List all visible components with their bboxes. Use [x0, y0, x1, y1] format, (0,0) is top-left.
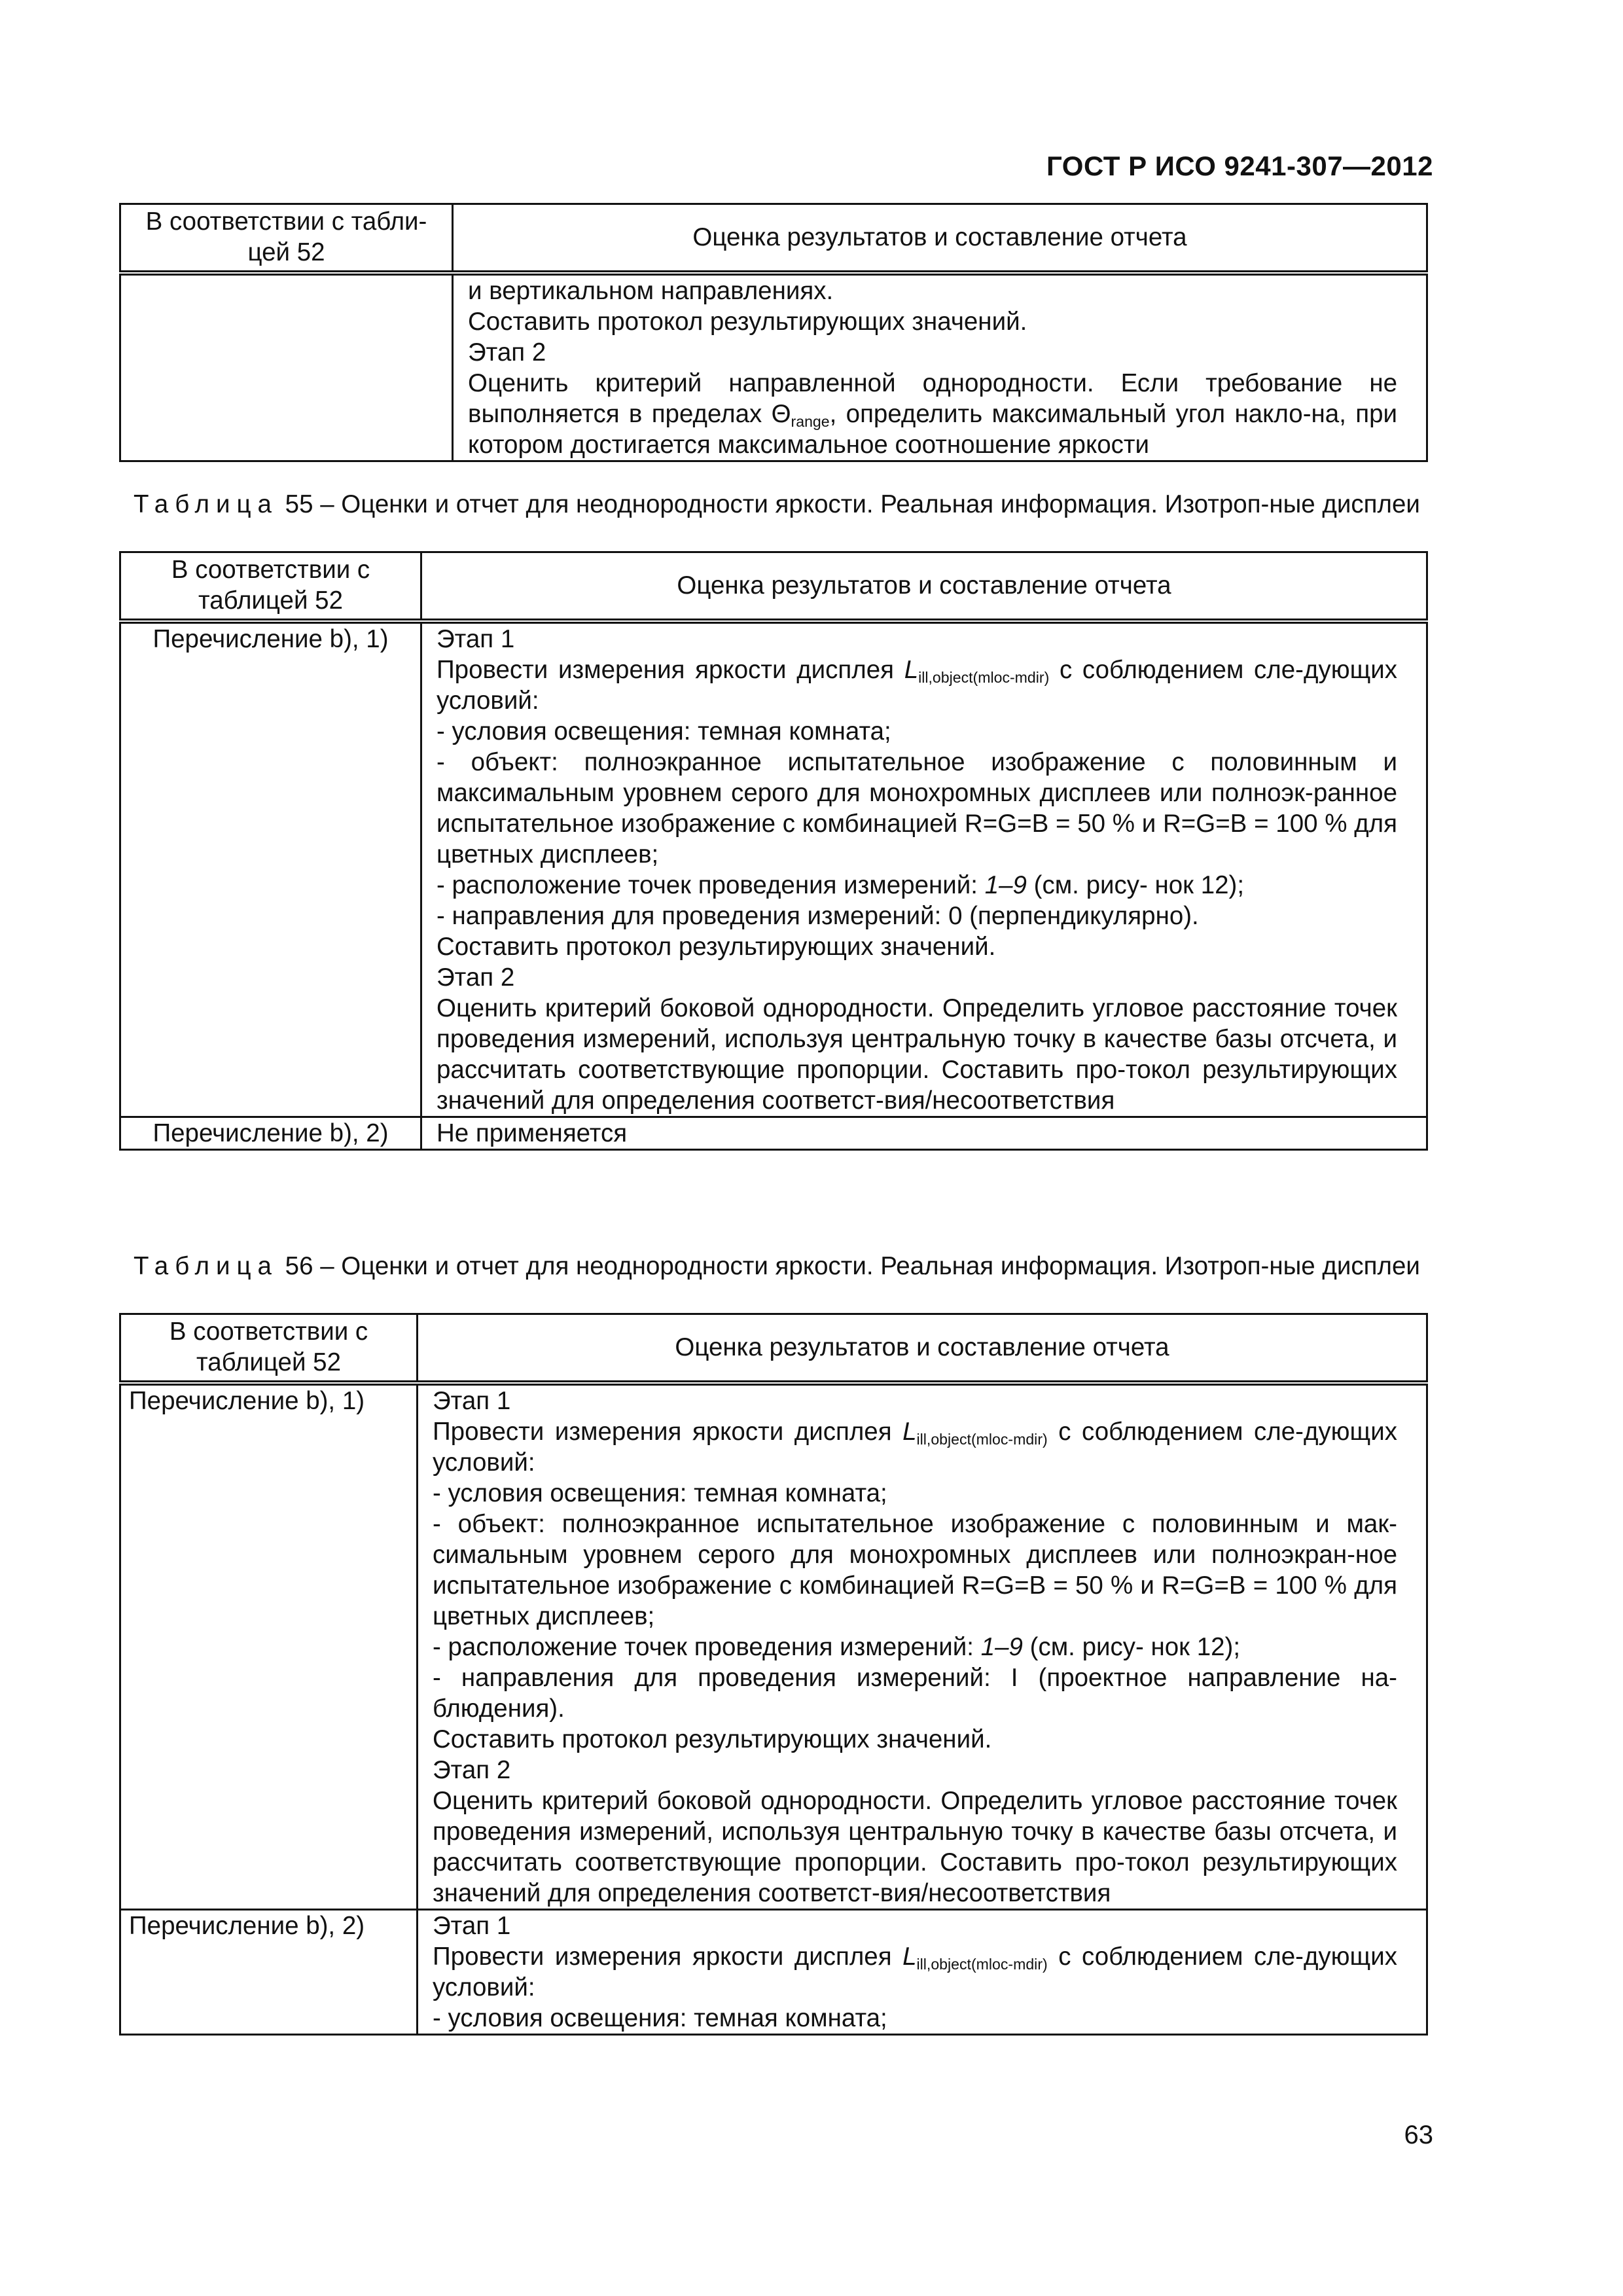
column-header-reference: В соответствии с таблицей 52: [120, 552, 421, 622]
text-paragraph: [468, 368, 1397, 460]
evaluation-cell: Не применяется: [421, 1117, 1427, 1150]
text-line: и вертикальном направлениях.: [468, 277, 834, 305]
table-continued: [119, 203, 1428, 462]
text-fragment: с соблюдением сле-дующих условий:: [437, 656, 1397, 715]
table-row: [120, 1383, 1427, 1910]
luminance-symbol: L: [904, 656, 919, 684]
table-row: [120, 1117, 1427, 1150]
evaluation-cell: [421, 621, 1427, 1117]
luminance-symbol: L: [902, 1943, 917, 1971]
table-row: [120, 273, 1427, 461]
condition-item: - условия освещения: темная комната;: [433, 2004, 887, 2032]
table-header-row: [120, 552, 1427, 622]
stage-label: Этап 1: [433, 1387, 511, 1415]
condition-item: [433, 1632, 1397, 1662]
stage-label: Этап 2: [433, 1756, 511, 1784]
page-number: 63: [1404, 2121, 1433, 2149]
table-row: [120, 1910, 1427, 2035]
condition-item: - направления для проведения измерений: 0 (перпендикулярно).: [437, 902, 1199, 930]
column-header-evaluation: Оценка результатов и составление отчета: [421, 552, 1427, 622]
caption-label: Таблица: [134, 1252, 278, 1280]
stage-label: Этап 2: [437, 963, 515, 992]
text-fragment: с соблюдением сле-дующих условий:: [433, 1943, 1397, 2001]
text-fragment: с соблюдением сле-дующих условий:: [433, 1418, 1397, 1477]
text-line: Составить протокол результирующих значений.: [433, 1725, 992, 1753]
condition-item: - объект: полноэкранное испытательное изображение с половинным и максимальным уровнем серого для монохромных дисплеев или полноэк-ранное испытательное изображение с комбинацией R=G=B = 50 % и R=G=B = 100 % для цветных дисплеев;: [437, 748, 1397, 869]
theta-subscript: range: [791, 412, 830, 430]
caption-text: 55 – Оценки и отчет для неоднородности яркости. Реальная информация. Изотроп-ные дисплеи: [285, 490, 1420, 518]
caption-label: Таблица: [134, 490, 278, 518]
column-header-reference: В соответствии с таблицей 52: [120, 1314, 418, 1384]
text-line: Составить протокол результирующих значений.: [437, 933, 996, 961]
document-header: ГОСТ Р ИСО 9241-307—2012: [1046, 151, 1433, 181]
luminance-subscript: ill,object(mloc-mdir): [916, 1430, 1048, 1448]
stage-label: Этап 1: [437, 625, 515, 653]
evaluation-cell: [453, 273, 1427, 461]
reference-cell: Перечисление b), 2): [120, 1910, 418, 2035]
table-56: [119, 1313, 1428, 2036]
luminance-subscript: ill,object(mloc-mdir): [918, 668, 1050, 686]
reference-cell: Перечисление b), 1): [120, 621, 421, 1117]
caption-text: 56 – Оценки и отчет для неоднородности яркости. Реальная информация. Изотроп-ные дисплеи: [285, 1252, 1420, 1280]
text-fragment: Оценить критерий направленной однородности. Если требование не выполняется в пределах Θ: [468, 369, 1397, 428]
table-row: [120, 621, 1427, 1117]
column-header-evaluation: Оценка результатов и составление отчета: [418, 1314, 1427, 1384]
points-range: 1–9: [980, 1633, 1023, 1661]
table-header-row: [120, 204, 1427, 274]
text-paragraph: Оценить критерий боковой однородности. Определить угловое расстояние точек проведения измерений, используя центральную точку в качестве базы отсчета, и рассчитать соответствующие пропорции. Составить про-токол результирующих значений для определения соответст-вия/несоответствия: [437, 994, 1397, 1115]
luminance-symbol: L: [902, 1418, 917, 1446]
text-fragment: Провести измерения яркости дисплея: [433, 1943, 903, 1971]
stage-label: Этап 2: [468, 338, 546, 367]
table-55: [119, 551, 1428, 1151]
column-header-reference: В соответствии с табли-цей 52: [120, 204, 453, 274]
column-header-evaluation: Оценка результатов и составление отчета: [453, 204, 1427, 274]
reference-cell: Перечисление b), 2): [120, 1117, 421, 1150]
text-fragment: (см. рису- нок 12);: [1026, 871, 1245, 899]
reference-cell: [120, 273, 453, 461]
condition-item: - направления для проведения измерений: I (проектное направление на-блюдения).: [433, 1664, 1397, 1723]
points-range: 1–9: [984, 871, 1027, 899]
text-paragraph: [433, 1941, 1397, 2003]
evaluation-cell: [418, 1383, 1427, 1910]
text-line: Составить протокол результирующих значений.: [468, 308, 1027, 336]
text-paragraph: Оценить критерий боковой однородности. Определить угловое расстояние точек проведения измерений, используя центральную точку в качестве базы отсчета, и рассчитать соответствующие пропорции. Составить про-токол результирующих значений для определения соответст-вия/несоответствия: [433, 1787, 1397, 1907]
condition-item: - условия освещения: темная комната;: [433, 1479, 887, 1507]
stage-label: Этап 1: [433, 1912, 511, 1940]
table-55-caption: [134, 490, 1420, 520]
text-fragment: Провести измерения яркости дисплея: [437, 656, 904, 684]
luminance-subscript: ill,object(mloc-mdir): [916, 1955, 1048, 1973]
condition-item: - объект: полноэкранное испытательное изображение с половинным и мак-симальным уровнем серого для монохромных дисплеев или полноэкран-ное испытательное изображение с комбинацией R=G=B = 50 % и R=G=B = 100 % для цветных дисплеев;: [433, 1510, 1397, 1630]
text-fragment: (см. рису- нок 12);: [1022, 1633, 1241, 1661]
evaluation-cell: [418, 1910, 1427, 2035]
text-fragment: - расположение точек проведения измерений:: [433, 1633, 981, 1661]
condition-item: [437, 870, 1397, 901]
text-paragraph: [433, 1416, 1397, 1478]
table-header-row: [120, 1314, 1427, 1384]
condition-item: - условия освещения: темная комната;: [437, 717, 891, 745]
reference-cell: Перечисление b), 1): [120, 1383, 418, 1910]
table-56-caption: [134, 1251, 1420, 1282]
text-fragment: - расположение точек проведения измерений:: [437, 871, 985, 899]
text-fragment: , определить максимальный угол накло-на, при котором достигается максимальное соотношение яркости: [468, 400, 1398, 459]
text-paragraph: [437, 655, 1397, 716]
text-fragment: Провести измерения яркости дисплея: [433, 1418, 903, 1446]
